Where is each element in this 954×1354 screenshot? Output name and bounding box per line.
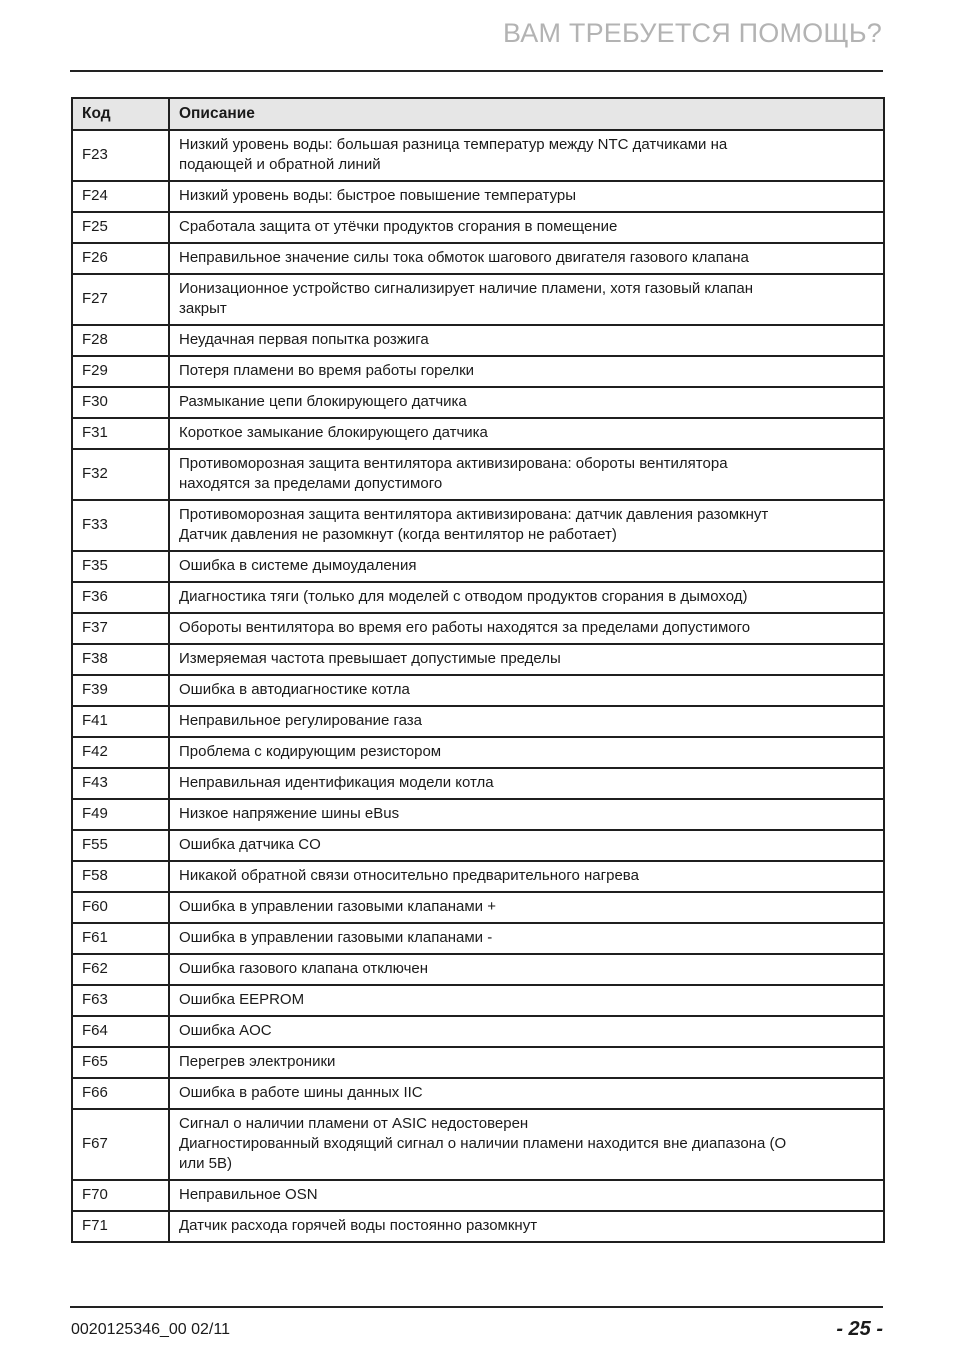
error-code-cell: F39 xyxy=(72,675,169,706)
error-description-cell: Короткое замыкание блокирующего датчика xyxy=(169,418,884,449)
table-row xyxy=(72,985,884,1016)
table-header-row xyxy=(72,98,884,130)
error-description-cell: Ошибка в автодиагностике котла xyxy=(169,675,884,706)
column-header-code: Код xyxy=(72,98,169,130)
table-row xyxy=(72,1016,884,1047)
error-code-cell: F42 xyxy=(72,737,169,768)
error-code-cell: F36 xyxy=(72,582,169,613)
error-description-cell: Противоморозная защита вентилятора активизирована: датчик давления разомкнут Датчик давления не разомкнут (когда вентилятор не работает) xyxy=(169,500,884,551)
table-row xyxy=(72,1180,884,1211)
table-row xyxy=(72,181,884,212)
error-description-cell: Ошибка датчика CO xyxy=(169,830,884,861)
error-code-cell: F24 xyxy=(72,181,169,212)
page-title: ВАМ ТРЕБУЕТСЯ ПОМОЩЬ? xyxy=(502,18,882,48)
error-description-cell: Ошибка в управлении газовыми клапанами + xyxy=(169,892,884,923)
error-code-cell: F33 xyxy=(72,500,169,551)
error-code-cell: F31 xyxy=(72,418,169,449)
error-description-cell: Перегрев электроники xyxy=(169,1047,884,1078)
error-code-cell: F65 xyxy=(72,1047,169,1078)
error-description-cell: Неправильное OSN xyxy=(169,1180,884,1211)
error-code-cell: F58 xyxy=(72,861,169,892)
error-description-cell: Ошибка AOC xyxy=(169,1016,884,1047)
error-code-cell: F23 xyxy=(72,130,169,181)
error-description-cell: Низкое напряжение шины eBus xyxy=(169,799,884,830)
error-code-cell: F61 xyxy=(72,923,169,954)
error-code-cell: F49 xyxy=(72,799,169,830)
error-code-cell: F70 xyxy=(72,1180,169,1211)
document-number: 0020125346_00 02/11 xyxy=(71,1321,230,1338)
error-description-cell: Ошибка EEPROM xyxy=(169,985,884,1016)
table-row xyxy=(72,923,884,954)
table-row xyxy=(72,418,884,449)
error-code-cell: F71 xyxy=(72,1211,169,1242)
error-description-cell: Измеряемая частота превышает допустимые пределы xyxy=(169,644,884,675)
table-row xyxy=(72,130,884,181)
error-description-cell: Неправильное регулирование газа xyxy=(169,706,884,737)
error-description-cell: Потеря пламени во время работы горелки xyxy=(169,356,884,387)
error-description-cell: Низкий уровень воды: быстрое повышение температуры xyxy=(169,181,884,212)
error-description-cell: Ошибка в работе шины данных IIC xyxy=(169,1078,884,1109)
error-code-cell: F37 xyxy=(72,613,169,644)
table-row xyxy=(72,644,884,675)
error-description-cell: Размыкание цепи блокирующего датчика xyxy=(169,387,884,418)
table-row xyxy=(72,861,884,892)
page-number: - 25 - xyxy=(836,1318,883,1340)
table-row xyxy=(72,1047,884,1078)
error-code-cell: F55 xyxy=(72,830,169,861)
table-row xyxy=(72,954,884,985)
error-code-cell: F60 xyxy=(72,892,169,923)
error-description-cell: Сработала защита от утёчки продуктов сгорания в помещение xyxy=(169,212,884,243)
error-description-cell: Противоморозная защита вентилятора активизирована: обороты вентилятора находятся за пределами допустимого xyxy=(169,449,884,500)
error-description-cell: Датчик расхода горячей воды постоянно разомкнут xyxy=(169,1211,884,1242)
table-row xyxy=(72,799,884,830)
error-description-cell: Неправильное значение силы тока обмоток шагового двигателя газового клапана xyxy=(169,243,884,274)
error-code-cell: F43 xyxy=(72,768,169,799)
error-code-cell: F27 xyxy=(72,274,169,325)
error-description-cell: Ошибка в системе дымоудаления xyxy=(169,551,884,582)
error-description-cell: Ошибка в управлении газовыми клапанами - xyxy=(169,923,884,954)
error-code-cell: F32 xyxy=(72,449,169,500)
error-code-cell: F26 xyxy=(72,243,169,274)
error-code-cell: F41 xyxy=(72,706,169,737)
error-code-cell: F38 xyxy=(72,644,169,675)
column-header-description: Описание xyxy=(169,98,884,130)
error-description-cell: Проблема с кодирующим резистором xyxy=(169,737,884,768)
table-row xyxy=(72,449,884,500)
error-description-cell: Низкий уровень воды: большая разница температур между NTC датчиками на подающей и обратной линий xyxy=(169,130,884,181)
error-description-cell: Никакой обратной связи относительно предварительного нагрева xyxy=(169,861,884,892)
error-code-cell: F28 xyxy=(72,325,169,356)
error-code-cell: F29 xyxy=(72,356,169,387)
table-row xyxy=(72,325,884,356)
table-row xyxy=(72,768,884,799)
table-row xyxy=(72,1078,884,1109)
error-description-cell: Неудачная первая попытка розжига xyxy=(169,325,884,356)
header-divider xyxy=(70,70,883,72)
table-row xyxy=(72,551,884,582)
table-row xyxy=(72,1109,884,1180)
error-code-cell: F66 xyxy=(72,1078,169,1109)
table-row xyxy=(72,737,884,768)
error-code-cell: F63 xyxy=(72,985,169,1016)
error-code-cell: F35 xyxy=(72,551,169,582)
table-row xyxy=(72,243,884,274)
error-description-cell: Неправильная идентификация модели котла xyxy=(169,768,884,799)
table-row xyxy=(72,387,884,418)
error-description-cell: Ионизационное устройство сигнализирует наличие пламени, хотя газовый клапан закрыт xyxy=(169,274,884,325)
table-row xyxy=(72,830,884,861)
table-row xyxy=(72,274,884,325)
error-code-cell: F25 xyxy=(72,212,169,243)
error-codes-table xyxy=(71,97,885,1243)
error-code-cell: F67 xyxy=(72,1109,169,1180)
table-row xyxy=(72,892,884,923)
table-row xyxy=(72,212,884,243)
error-code-cell: F64 xyxy=(72,1016,169,1047)
error-description-cell: Диагностика тяги (только для моделей с отводом продуктов сгорания в дымоход) xyxy=(169,582,884,613)
table-row xyxy=(72,500,884,551)
error-description-cell: Ошибка газового клапана отключен xyxy=(169,954,884,985)
table-row xyxy=(72,356,884,387)
error-description-cell: Обороты вентилятора во время его работы находятся за пределами допустимого xyxy=(169,613,884,644)
error-code-cell: F62 xyxy=(72,954,169,985)
table-row xyxy=(72,1211,884,1242)
table-row xyxy=(72,706,884,737)
table-row xyxy=(72,582,884,613)
table-row xyxy=(72,613,884,644)
footer-divider xyxy=(70,1306,883,1308)
table-row xyxy=(72,675,884,706)
error-code-cell: F30 xyxy=(72,387,169,418)
error-description-cell: Сигнал о наличии пламени от ASIC недостоверен Диагностированный входящий сигнал о наличии пламени находится вне диапазона (О или 5В) xyxy=(169,1109,884,1180)
